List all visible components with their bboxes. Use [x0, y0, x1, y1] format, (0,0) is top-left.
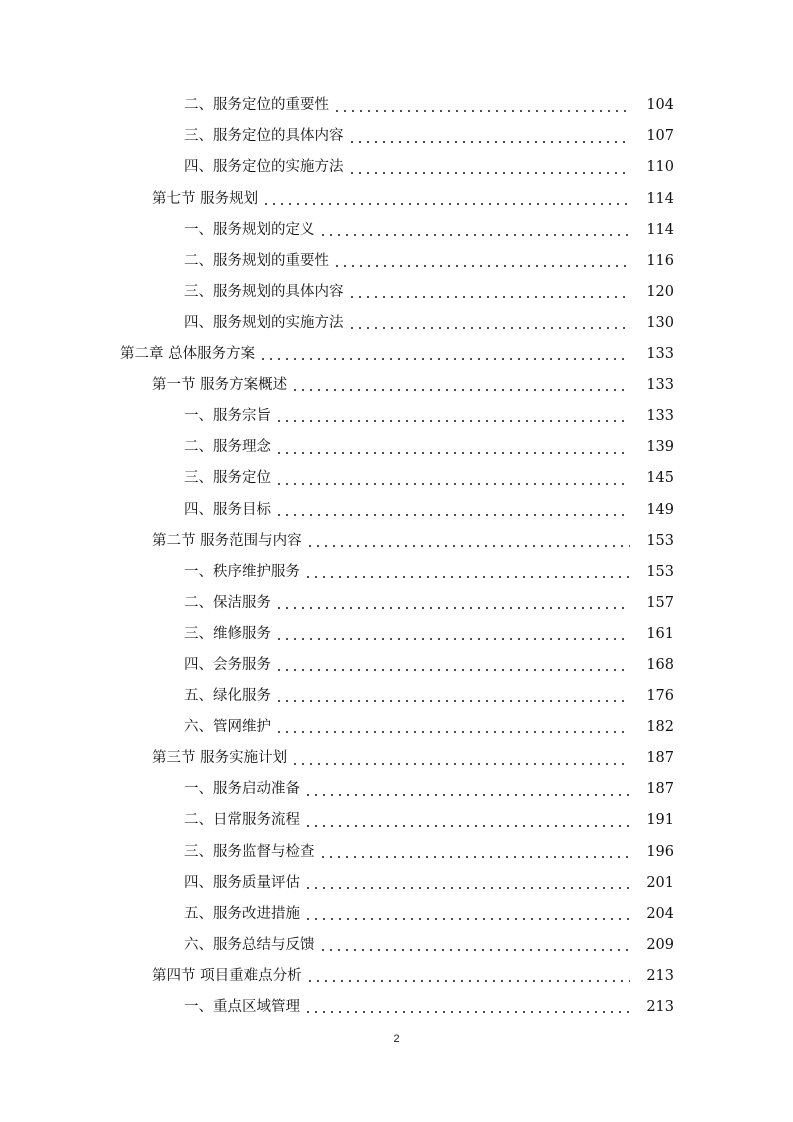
toc-dot-leader: [291, 763, 630, 765]
toc-entry-page-number: 149: [646, 501, 674, 518]
toc-entry-page-number: 145: [646, 470, 674, 487]
toc-entry-page-number: 133: [646, 408, 674, 425]
toc-dot-leader: [319, 856, 631, 858]
toc-dot-leader: [304, 576, 630, 578]
toc-item-row[interactable]: [0, 90, 793, 121]
toc-entry-page-number: 157: [646, 594, 674, 611]
toc-entry-page-number: 116: [646, 252, 674, 269]
toc-item-row[interactable]: [0, 556, 793, 587]
toc-entry-title: 四、服务定位的实施方法: [184, 159, 344, 176]
toc-entry-page-number: 201: [646, 874, 674, 891]
toc-entry-page-number: 204: [646, 905, 674, 922]
toc-entry-title: 六、管网维护: [184, 719, 271, 736]
toc-item-row[interactable]: [0, 152, 793, 183]
table-of-contents: [0, 90, 793, 1023]
toc-dot-leader: [275, 452, 630, 454]
toc-entry-title: 一、重点区域管理: [184, 999, 300, 1016]
toc-entry-page-number: 139: [646, 439, 674, 456]
toc-section-row[interactable]: [0, 183, 793, 214]
toc-entry-page-number: 161: [646, 625, 674, 642]
toc-dot-leader: [275, 669, 630, 671]
toc-entry-title: 二、保洁服务: [184, 594, 271, 611]
toc-entry-page-number: 107: [646, 128, 674, 145]
toc-item-row[interactable]: [0, 121, 793, 152]
toc-entry-page-number: 182: [646, 719, 674, 736]
toc-item-row[interactable]: [0, 277, 793, 308]
toc-dot-leader: [275, 731, 630, 733]
toc-dot-leader: [291, 389, 630, 391]
toc-item-row[interactable]: [0, 494, 793, 525]
toc-entry-page-number: 213: [646, 967, 674, 984]
toc-dot-leader: [304, 825, 630, 827]
toc-item-row[interactable]: [0, 836, 793, 867]
toc-dot-leader: [262, 203, 630, 205]
toc-item-row[interactable]: [0, 463, 793, 494]
toc-entry-page-number: 120: [646, 283, 674, 300]
toc-dot-leader: [275, 514, 630, 516]
toc-dot-leader: [275, 607, 630, 609]
toc-dot-leader: [304, 1011, 630, 1013]
toc-entry-title: 四、会务服务: [184, 656, 271, 673]
toc-section-row[interactable]: [0, 370, 793, 401]
toc-entry-page-number: 191: [646, 812, 674, 829]
toc-entry-title: 四、服务规划的实施方法: [184, 314, 344, 331]
toc-entry-title: 二、服务规划的重要性: [184, 252, 329, 269]
toc-entry-page-number: 104: [646, 97, 674, 114]
toc-entry-page-number: 213: [646, 999, 674, 1016]
toc-entry-title: 第一节 服务方案概述: [152, 377, 288, 394]
toc-entry-title: 二、服务定位的重要性: [184, 97, 329, 114]
toc-dot-leader: [348, 141, 631, 143]
toc-entry-title: 第二节 服务范围与内容: [152, 532, 302, 549]
page-number: 2: [393, 1033, 400, 1045]
toc-entry-page-number: 209: [646, 936, 674, 953]
toc-dot-leader: [304, 794, 630, 796]
toc-dot-leader: [304, 918, 630, 920]
toc-item-row[interactable]: [0, 805, 793, 836]
toc-entry-title: 三、服务定位: [184, 470, 271, 487]
toc-entry-title: 第七节 服务规划: [152, 190, 259, 207]
toc-dot-leader: [319, 234, 631, 236]
toc-entry-page-number: 187: [646, 750, 674, 767]
toc-entry-title: 一、秩序维护服务: [184, 563, 300, 580]
toc-entry-title: 一、服务宗旨: [184, 408, 271, 425]
toc-dot-leader: [304, 887, 630, 889]
toc-item-row[interactable]: [0, 245, 793, 276]
toc-entry-title: 五、绿化服务: [184, 688, 271, 705]
toc-item-row[interactable]: [0, 214, 793, 245]
toc-item-row[interactable]: [0, 588, 793, 619]
toc-dot-leader: [319, 949, 631, 951]
toc-dot-leader: [275, 638, 630, 640]
toc-entry-page-number: 196: [646, 843, 674, 860]
toc-section-row[interactable]: [0, 525, 793, 556]
toc-item-row[interactable]: [0, 867, 793, 898]
toc-entry-title: 三、服务定位的具体内容: [184, 128, 344, 145]
toc-dot-leader: [348, 296, 631, 298]
toc-entry-title: 第三节 服务实施计划: [152, 750, 288, 767]
toc-item-row[interactable]: [0, 712, 793, 743]
toc-entry-title: 四、服务质量评估: [184, 874, 300, 891]
toc-dot-leader: [275, 420, 630, 422]
toc-section-row[interactable]: [0, 961, 793, 992]
toc-entry-title: 二、日常服务流程: [184, 812, 300, 829]
toc-entry-title: 三、服务监督与检查: [184, 843, 315, 860]
toc-dot-leader: [306, 980, 630, 982]
toc-item-row[interactable]: [0, 681, 793, 712]
toc-item-row[interactable]: [0, 619, 793, 650]
toc-item-row[interactable]: [0, 774, 793, 805]
toc-section-row[interactable]: [0, 743, 793, 774]
toc-dot-leader: [306, 545, 630, 547]
toc-entry-page-number: 153: [646, 532, 674, 549]
toc-item-row[interactable]: [0, 898, 793, 929]
toc-entry-page-number: 153: [646, 563, 674, 580]
toc-dot-leader: [348, 327, 631, 329]
toc-chapter-row[interactable]: [0, 339, 793, 370]
toc-entry-title: 第二章 总体服务方案: [120, 346, 256, 363]
toc-item-row[interactable]: [0, 650, 793, 681]
toc-dot-leader: [275, 483, 630, 485]
toc-dot-leader: [333, 265, 630, 267]
toc-entry-page-number: 130: [646, 314, 674, 331]
toc-entry-title: 一、服务规划的定义: [184, 221, 315, 238]
toc-entry-title: 四、服务目标: [184, 501, 271, 518]
toc-entry-page-number: 133: [646, 346, 674, 363]
toc-item-row[interactable]: [0, 930, 793, 961]
toc-dot-leader: [259, 358, 630, 360]
toc-entry-title: 二、服务理念: [184, 439, 271, 456]
toc-entry-title: 三、服务规划的具体内容: [184, 283, 344, 300]
toc-entry-page-number: 114: [646, 221, 674, 238]
toc-dot-leader: [333, 110, 630, 112]
toc-entry-page-number: 133: [646, 377, 674, 394]
toc-item-row[interactable]: [0, 992, 793, 1023]
toc-entry-page-number: 168: [646, 656, 674, 673]
toc-item-row[interactable]: [0, 432, 793, 463]
toc-dot-leader: [348, 172, 631, 174]
toc-item-row[interactable]: [0, 401, 793, 432]
toc-entry-page-number: 110: [646, 159, 674, 176]
toc-entry-title: 五、服务改进措施: [184, 905, 300, 922]
toc-entry-title: 一、服务启动准备: [184, 781, 300, 798]
toc-entry-title: 六、服务总结与反馈: [184, 936, 315, 953]
toc-entry-page-number: 114: [646, 190, 674, 207]
toc-entry-title: 三、维修服务: [184, 625, 271, 642]
toc-entry-title: 第四节 项目重难点分析: [152, 967, 302, 984]
toc-item-row[interactable]: [0, 308, 793, 339]
toc-entry-page-number: 187: [646, 781, 674, 798]
toc-entry-page-number: 176: [646, 688, 674, 705]
toc-dot-leader: [275, 700, 630, 702]
